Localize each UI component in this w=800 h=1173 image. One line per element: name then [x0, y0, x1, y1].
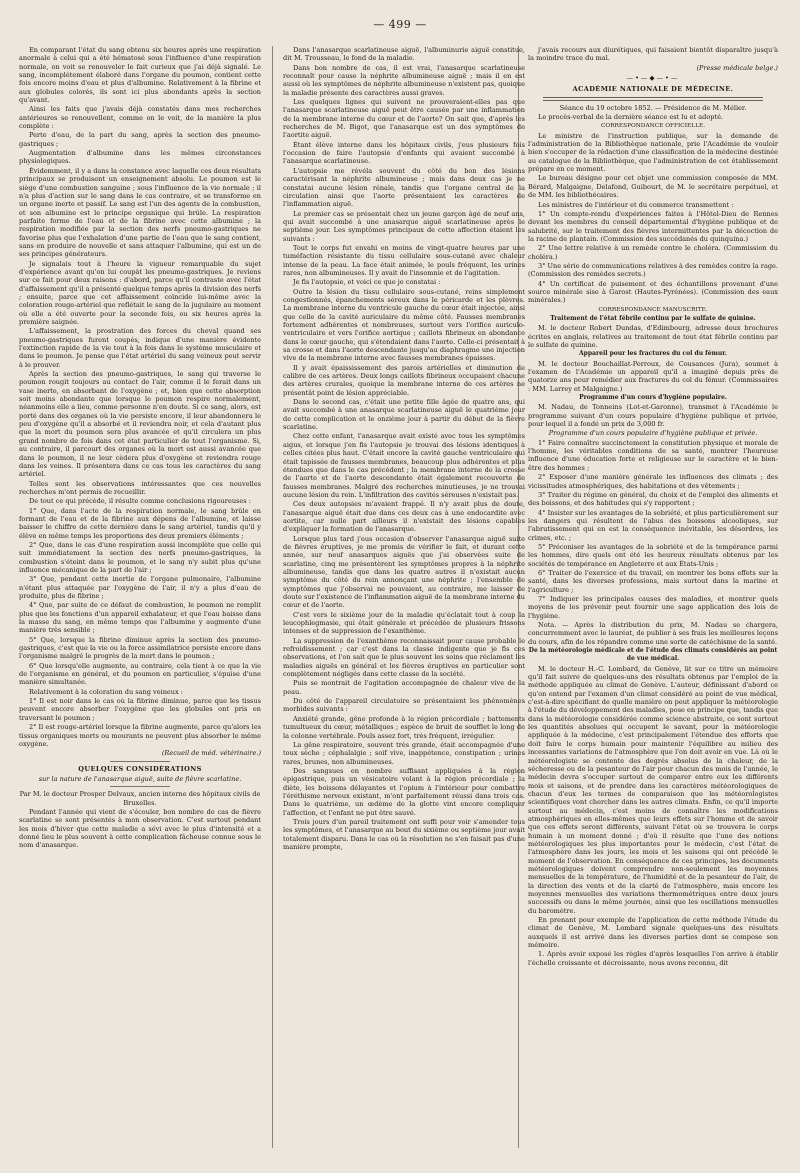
column-1-paragraphs: [19, 46, 261, 748]
paragraph: La gêne respiratoire, souvent très grande, était accompagnée d'une toux sèche ; céphalalgie ; soif vive, inappétence, constipation ; urines rares, brunes, non albumineuses.: [283, 740, 525, 766]
paragraph: Évidemment, il y a dans la constance avec laquelle ces deux résultats principaux se produisent un enseignement absolu. Le poumon est le siège d'une combustion sanguine ; sous l'influence de la vie normale ; il n'a plus d'action sur le sang dans le cas contraire, et se transforme en un organe inerte et passif. Le sang est l'un des agents de la combustion, et son albumine est le principe organique qui brûle. La respiration parfaite forme de l'eau et de la fibrine avec cette albumine ; la respiration modifiée par la section des nerfs pneumo-gastriques ne favorise plus que l'exhalation d'une partie de l'eau que le sang contient, sans en produire de nouvelle et sans attaquer l'albumine, qui est un de ses principes générateurs.: [19, 166, 261, 259]
paragraph: Je fis l'autopsie, et voici ce que je constatai :: [293, 278, 441, 287]
paragraph: 4° Insister sur les avantages de la sobriété, et plus particulièrement sur les dangers qui résultent de l'abus des boissons alcooliques, sur l'abrutissement qui en est la conséquence inévitable, les désordres, les crimes, etc. ;: [528, 508, 778, 542]
subsection-title: Appareil pour les fractures du col du fémur.: [579, 350, 727, 358]
paragraph: L'affaissement, la prostration des forces du cheval quand ses pneumo-gastriques furent coupés, indique d'une manière évidente l'extinction rapide de la vie tout à la fois dans le système musculaire et dans le poumon. Je pense que l'état artériel du sang veineux peut servir à le prouver.: [19, 327, 261, 369]
paragraph: Tout le corps fut envahi en moins de vingt-quatre heures par une tuméfaction résistante du tissu cellulaire sous-cutané avec chaleur intense de la peau. La face était animée, le pouls fréquent, les urines rares, non albumineuses. Il y avait de l'insomnie et de l'agitation.: [283, 243, 525, 277]
paragraph: Il y avait épaississement des parois artérielles et diminution de calibre de ces artères. Deux longs caillots fibrineux occupaient chacune des artères crurales, quoique la membrane interne de ces artères ne présentât point de lésion appréciable.: [283, 363, 525, 397]
paragraph: Le bureau désigne pour cet objet une commission composée de MM. Bérard, Malgaigne, Delafond, Guibourt, de M. le secrétaire perpétuel, et de MM. les bibliothécaires.: [528, 174, 778, 200]
paragraph: 3° Une série de communications relatives à des remèdes contre la rage. (Commission des remèdes secrets.): [528, 261, 778, 279]
paragraph: M. le docteur Bouchaillat-Perroux, de Cousances (Jura), soumet à l'examen de l'Académie un appareil qu'il a imaginé depuis près de quatorze ans pour remédier aux fractures du col du fémur. (Commissaires : MM. Larrey et Malgaigne.): [528, 359, 778, 393]
program-title: Programme d'un cours populaire d'hygiène publique et privée.: [548, 429, 758, 438]
paragraph: Ces deux autopsies m'avaient frappé. Il n'y avait plus de doute, l'anasarque aiguë était due dans ces deux cas à une endocardite avec aortite, car nulle part ailleurs il n'existait des lésions capables d'expliquer la formation de l'anasarque.: [283, 500, 525, 534]
paragraph: 1° Un compte-rendu d'expériences faites à l'Hôtel-Dieu de Rennes devant les membres du conseil départemental d'hygiène publique et de salubrité, sur le traitement des fièvres intermittentes par la décoction de la racine de plantain. (Commission des succédanés du quinquina.): [528, 209, 778, 243]
paragraph: Relativement à la coloration du sang veineux :: [29, 687, 184, 696]
paragraph: Des sangsues en nombre suffisant appliquées à la région épigastrique, puis un vésicatoire volant à la région précordiale ; la diète, les boissons délayantes et l'opium à l'intérieur pour combattre l'éréthisme nerveux existant, m'ont parfaitement réussi dans trois cas. Dans le quatrième, un œdème de la glotte vint encore compliquer l'affection, et l'enfant ne put être sauvé.: [283, 766, 525, 817]
paragraph: Ainsi les faits que j'avais déjà constatés dans mes recherches antérieures se renouvellent, comme on le voit, de la manière la plus complète :: [19, 105, 261, 131]
academy-heading: ACADÉMIE NATIONALE DE MÉDECINE.: [572, 85, 734, 94]
divider: [110, 761, 170, 762]
article-subheading: sur la nature de l'anasarque aiguë, suite de fièvre scarlatine.: [38, 774, 242, 783]
paragraph: M. le docteur Robert Dundas, d'Edimbourg, adresse deux brochures écrites en anglais, relatives au traitement de tout état fébrile continu par le sulfate de quinine.: [528, 324, 778, 349]
paragraph: 3° Traiter du régime en général, du choix et de l'emploi des aliments et des boissons, et des habitudes qui s'y rapportent ;: [528, 490, 778, 508]
divider: [110, 786, 170, 787]
paragraph: C'est vers le sixième jour de la maladie qu'éclatait tout à coup la leucophlegmasie, qui était générale et précédée de plusieurs frissons intenses et de suppression de l'exanthème.: [283, 610, 525, 636]
paragraph: Du côté de l'appareil circulatoire se présentaient les phénomènes morbides suivants :: [283, 697, 525, 714]
paragraph: Dans bon nombre de cas, il est vrai, l'anasarque scarlatineuse reconnaît pour cause la néphrite albumineuse aiguë ; mais il en est aussi où les symptômes de néphrite albumineuse n'existent pas, quoique la maladie présente des caractères aussi graves.: [283, 63, 525, 97]
paragraph: 2° Que, dans le cas d'une respiration aussi incomplète que celle qui suit immédiatement la section des nerfs pneumo-gastriques, la combustion s'éteint dans le poumon, et le sang n'y subit plus qu'une influence mécanique de la part de l'air ;: [19, 540, 261, 574]
article-author: Par M. le docteur Prosper Delvaux, ancien interne des hôpitaux civils de Bruxelles.: [19, 790, 261, 807]
paragraph: Dans le second cas, c'était une petite fille âgée de quatre ans, qui avait succombé à une anasarque scarlatineuse aiguë le quatrième jour de cette complication et le onzième jour à partir du début de la fièvre scarlatine.: [283, 398, 525, 432]
column-2: [283, 46, 525, 1154]
paragraph: Le ministre de l'instruction publique, sur la demande de l'administration de la Bibliothèque nationale, prie l'Académie de vouloir bien s'occuper de la rédaction d'une classification de la médecine destinée au catalogue de la Bibliothèque, que l'administration de cet établissement prépare en ce moment.: [528, 131, 778, 174]
subsection-title: Traitement de l'état fébrile continu par le sulfate de quinine.: [550, 314, 756, 322]
column-divider: [272, 46, 273, 1148]
paragraph: Puis se montrait de l'agitation accompagnée de chaleur vive de la peau.: [283, 679, 525, 696]
paragraph: Anxiété grande, gêne profonde à la région précordiale ; battements tumultueux du cœur, métalliques ; espèce de bruit de soufflet le long de la colonne vertébrale. Pouls assez fort, très fréquent, irrégulier.: [283, 714, 525, 740]
subsection-title: De la météorologie médicale et de l'étude des climats considérés au point de vue médical.: [528, 647, 778, 663]
paragraph: 6° Traiter de l'exercice et du travail, en montrer les bons effets sur la santé, dans les diverses professions, mais surtout dans la marine et l'agriculture ;: [528, 568, 778, 594]
paragraph: Après la section des pneumo-gastriques, le sang qui traverse le poumon rougit toujours au contact de l'air, comme il le ferait dans un vase inerte, en absorbant de l'oxygène ; et, bien que cette absorption soit moins abondante que lorsque le poumon respire normalement, néanmoins elle a lieu, comme personne n'en doute. Si ce sang, alors, est porté dans des organes où la vie persiste encore, il leur abandonnera le peu d'oxygène qu'il a absorbé et il reviendra noir, et cela d'autant plus que la mort du poumon sera plus avancée et qu'il circulera un plus grand nombre de fois dans cet état particulier de tout l'organisme. Si, au contraire, il parcourt des organes où la mort est aussi avancée que dans le poumon, il ne leur cèdera plus d'oxygène et reviendra rouge dans les veines. Il présentera dans ce cas tous les caractères du sang artériel.: [19, 370, 261, 479]
paragraph: M. le docteur H.-C. Lombard, de Genève, lit sur ce titre un mémoire qu'il fait suivre de quelques-uns des résultats obtenus par l'emploi de la méthode appliquée au climat de Genève. L'auteur, définissant d'abord ce qu'on entend par l'examen d'un climat considéré au point de vue médical, c'est-à-dire spécifiant de quelle manière on peut appliquer la météorologie à l'étude du développement des maladies, pose en principe que, tandis que dans la météorologie considérée comme science abstraite, ce sont surtout les quantités absolues qui occupent le savant, pour la météorologie appliquée à la médecine, c'est principalement l'étendue des efforts que doit faire le corps humain pour maintenir l'équilibre au milieu des incessantes variations de l'atmosphère que l'on doit avoir en vue. Là où le météorologiste se contente des degrés absolus de la chaleur, de la sécheresse ou de la pesanteur de l'air pour chacun des mois de l'année, le médecin devra s'occuper surtout de comparer entre eux les différents mois et saisons, et de prendre dans les caractères météorologiques de chacun d'eux les termes de comparaison que les météorologistes scientifiques vont chercher dans les autres climats. Enfin, ce qu'il importe surtout au médecin, c'est moins de connaître les modifications atmosphériques en elles-mêmes que leurs effets sur l'homme et de savoir que ces effets seront différents, suivant l'état où se trouvera le corps humain à un moment donné ; d'où il résulte que l'une des notions météorologiques les plus importantes pour le médecin, c'est l'état de l'atmosphère dans les jours, les mois et les saisons qui ont précédé le moment de l'observation. En conséquence de ces principes, les documents météorologiques doivent comprendre non-seulement les moyennes mensuelles de la température, de l'humidité et de la pesanteur de l'air, de la direction des vents et de la clarté de l'atmosphère, mais encore les moyennes mensuelles des variations thermométriques entre deux jours successifs ou dans le même journée, ainsi que les oscillations mensuelles du baromètre.: [528, 664, 778, 915]
session-line: Séance du 19 octobre 1852. — Présidence de M. Mélier.: [559, 103, 747, 112]
paragraph: 4° Un certificat de puisement et des échantillons provenant d'une source minérale sise à Garost (Hautes-Pyrénées). (Commission des eaux minérales.): [528, 279, 778, 305]
paragraph: Nota. — Après la distribution du prix, M. Nadau se chargera, concurremment avec le lauréat, de publier à ses frais les meilleures leçons du cours, afin de les répandre comme une sorte de catéchisme de la santé.: [528, 621, 778, 646]
paragraph: Trois jours d'un pareil traitement ont suffi pour voir s'amender tous les symptômes, et l'anasarque au bout du sixième ou septième jour avait totalement disparu. Dans le cas où la résolution ne s'en faisait pas d'une manière prompte,: [283, 817, 525, 851]
paragraph: Telles sont les observations intéressantes que ces nouvelles recherches m'ont permis de recueillir.: [19, 479, 261, 496]
paragraph: 1° Il est noir dans le cas où la fibrine diminue, parce que les tissus peuvent encore absorber l'oxygène que les globules ont pris en traversant le poumon ;: [19, 697, 261, 722]
paragraph: 2° Exposer d'une manière générale les influences des climats ; des vicissitudes atmosphériques, des habitations et des vêtements ;: [528, 473, 778, 490]
paragraph: 1. Après avoir exposé les règles d'après lesquelles l'on arrive à établir l'échelle croissante et décroissante, nous avons reconnu, dit: [528, 950, 778, 967]
paragraph: 5° Préconiser les avantages de la sobriété et de la tempérance parmi les hommes, dire quels ont été les heureux résultats obtenus par les sociétés de tempérance en Angleterre et aux États-Unis ;: [528, 542, 778, 568]
paragraph: Outre la lésion du tissu cellulaire sous-cutané, reins simplement congestionnés, épanchements séreux dans le péricarde et les plèvres. La membrane interne du ventricule gauche du cœur était injectée, ainsi que celle de la cavité auriculaire du même côté. Fausses membranes fortement adhérentes et nombreuses, surtout vers l'orifice auriculo-ventriculaire et vers l'orifice aortique ; caillots fibrineux en abondance dans le cœur gauche, qui s'étendaient dans l'aorte. Celle-ci présentait à sa crosse et dans l'aorte descendante jusqu'au diaphragme une injection vive de la membrane interne avec fausses membranes épaisses.: [283, 287, 525, 363]
official-correspondence: [528, 132, 778, 305]
paragraph: La suppression de l'exanthème reconnaissait pour cause probable le refroidissement ; car c'est dans la classe indigente que je fis ces observations, et l'on sait que le plus souvent les soins que réclament les maladies aiguës en général et les fièvres éruptives en particulier sont complètement négligés dans cette classe de la société.: [283, 636, 525, 679]
column-2-paragraphs: [283, 46, 525, 851]
subsection-title: Programme d'un cours d'hygiène populaire.: [579, 394, 727, 402]
section-title: CORRESPONDANCE OFFICIELLE.: [600, 123, 706, 130]
column-3: [528, 46, 778, 1154]
page-number: — 499 —: [373, 18, 427, 31]
paragraph: 1° Faire connaître succinctement la constitution physique et morale de l'homme, les véritables conditions de sa santé, montrer l'heureuse influence d'une éducation forte et religieuse sur le caractère et le bien-être des hommes ;: [528, 438, 778, 472]
paragraph: 5° Que, lorsque la fibrine diminue après la section des pneumo-gastriques, c'est que la vie ou la force assimilatrice persiste encore dans l'organisme malgré le progrès de la mort dans le poumon ;: [19, 635, 261, 661]
paragraph: 6° Que lorsqu'elle augmente, au contraire, cela tient à ce que la vie de l'organisme en général, et du poumon en particulier, s'épuise d'une manière simultanée.: [19, 661, 261, 687]
paragraph: Lorsque plus tard j'eus occasion d'observer l'anasarque aiguë suite de fièvres éruptives, je me promis de vérifier le fait, et durant cette année, sur neuf anasarques aiguës que j'ai observées suite de scarlatine, cinq me présentèrent les symptômes propres à la néphrite albumineuse, tandis que dans les quatre autres il n'existait aucun symptôme du côté du rein annonçant une néphrite ; l'ensemble de symptômes que j'observai ne pouvaient, au contraire, me laisser de doute sur l'existence de l'inflammation aiguë de la membrane interne du cœur et de l'aorte.: [283, 534, 525, 610]
paragraph: L'autopsie me révéla souvent du côté du bon des lésions caractérisant la néphrite albumineuse ; mais dans deux cas je ne constatai aucune lésion rénale, tandis que l'organe central de la circulation ainsi que l'aorte présentaient les caractères de l'inflammation aiguë.: [283, 166, 525, 209]
source-citation: (Presse médicale belge.): [696, 63, 778, 72]
paragraph: M. Nadau, de Tonneins (Lot-et-Garonne), transmet à l'Académie le programme suivant d'un cours populaire d'hygiène publique et privée, pour lequel il a fondé un prix de 3,000 fr.: [528, 403, 778, 429]
paragraph: De tout ce qui précède, il résulte comme conclusions rigoureuses :: [29, 497, 251, 506]
double-rule: [543, 97, 763, 101]
paragraph: Pendant l'année qui vient de s'écouler, bon nombre de cas de fièvre scarlatine se sont présentés à mon observation. C'est surtout pendant les mois d'hiver que cette maladie a sévi avec le plus d'intensité et a donné lieu le plus souvent à cette complication fâcheuse connue sous le nom d'anasarque.: [19, 807, 261, 850]
article-heading: QUELQUES CONSIDÉRATIONS: [78, 764, 202, 773]
paragraph: j'avais recours aux diurétiques, qui faisaient bientôt disparaître jusqu'à la moindre trace du mal.: [528, 46, 778, 63]
paragraph: 2° Il est rouge-artériel lorsque la fibrine augmente, parce qu'alors les tissus organiques morts ou mourants ne peuvent plus absorber le même oxygène.: [19, 723, 261, 748]
section-title: CORRESPONDANCE MANUSCRITE.: [598, 306, 708, 313]
paragraph: En comparant l'état du sang obtenu six heures après une respiration anormale à celui qui a été hématosé sous l'influence d'une respiration normale, on voit se renouveler le fait curieux que j'ai déjà signalé. Le sang, incomplétement élaboré dans l'organe du poumon, contient cette fois encore moins d'eau et plus d'albumine. Relativement à la fibrine et aux globules colorés, ils sont ici plus abondants après la section qu'avant.: [19, 46, 261, 105]
paragraph: Dans l'anasarque scarlatineuse aiguë, l'albuminurie aiguë constitue, dit M. Trousseau, le fond de la maladie.: [283, 46, 525, 63]
paragraph: En prenant pour exemple de l'application de cette méthode l'étude du climat de Genève, M. Lombard signale quelques-uns des résultats auxquels il est arrivé dans les diverses parties dont se compose son mémoire.: [528, 916, 778, 950]
paragraph: 4° Que, par suite de ce défaut de combustion, le poumon ne remplit plus que les fonctions d'un appareil exhalateur, et que l'eau baisse dans la masse du sang, en même temps que l'albumine y augmente d'une manière très sensible ;: [19, 601, 261, 635]
column-3-top: [528, 46, 778, 63]
meteorology-paragraphs: [528, 665, 778, 967]
paragraph: Étant élève interne dans les hôpitaux civils, j'eus plusieurs fois l'occasion de faire l'autopsie d'enfants qui avaient succombé à l'anasarque scarlatineuse.: [283, 140, 525, 166]
source-citation: (Recueil de méd. vétérinaire.): [161, 749, 261, 758]
paragraph: Augmentation d'albumine dans les mêmes circonstances physiologiques.: [19, 149, 261, 166]
paragraph: Les ministres de l'intérieur et du commerce transmettent :: [538, 200, 734, 209]
paragraph: Je signalais tout à l'heure la vigueur remarquable du sujet d'expérience avant qu'on lui coupât les pneumo-gastriques. Je reviens sur ce fait pour deux raisons : d'abord, parce qu'il contraste avec l'état d'affaissement qu'il a présenté quelque temps après la division des nerfs ; ensuite, parce que cet affaissement coïncide lui-même avec la coloration rouge-artériel que reflétait le sang de la jugulaire au moment où elle a été ouverte pour la seconde fois, ou six heures après la première saignée.: [19, 259, 261, 326]
paragraph: Le premier cas se présentait chez un jeune garçon âgé de neuf ans, qui avait succombé à une anasarque aiguë scarlatineuse après le septième jour. Les symptômes principaux de cette affection étaient les suivants :: [283, 209, 525, 243]
paragraph: 3° Que, pendant cette inertie de l'organe pulmonaire, l'albumine n'étant plus attaquée par l'oxygène de l'air, il n'y a plus d'eau de produite, plus de fibrine ;: [19, 575, 261, 600]
paragraph: 7° Indiquer les principales causes des maladies, et montrer quels moyens de les prévenir peut fournir une sage application des lois de l'hygiène.: [528, 594, 778, 620]
minutes-line: Le procès-verbal de la dernière séance est lu et adopté.: [538, 113, 724, 122]
column-1-tail: [19, 808, 261, 850]
program-items: [528, 439, 778, 646]
paragraph: 1° Que, dans l'acte de la respiration normale, le sang brûle en formant de l'eau et de la fibrine aux dépens de l'albumine, et laisse baisser le chiffre de cette dernière dans le sang artériel, tandis qu'il y élève en même temps les proportions des deux premiers éléments ;: [19, 506, 261, 540]
ornament-divider: —•—◆—•—: [626, 74, 680, 83]
paragraph: Perte d'eau, de la part du sang, après la section des pneumo-gastriques ;: [19, 131, 261, 148]
paragraph: Chez cette enfant, l'anasarque avait existé avec tous les symptômes aigus, et lorsque j'en fis l'autopsie je trouvai des lésions identiques à celles citées plus haut. C'était encore la cavité gauche ventriculaire qui était tapissée de fausses membranes, beaucoup plus adhérentes et plus étendues que dans le cas précédent ; la membrane interne de la crosse de l'aorte et de l'aorte descendante était également recouverte de fausses membranes. Malgré des recherches minutieuses, je ne trouvai aucune lésion du rein. L'infiltration des cavités séreuses n'existait pas.: [283, 432, 525, 499]
paragraph: 2° Une lettre relative à un remède contre le choléra. (Commission du choléra.): [528, 244, 778, 261]
paragraph: Les quelques lignes qui suivent ne prouveraient-elles pas que l'anasarque scarlatineuse aiguë peut être causée par une inflammation de la membrane interne du cœur et de l'aorte? On sait que, d'après les recherches de M. Bigot, que l'anasarque est un des symptômes de l'aortite aiguë.: [283, 98, 525, 140]
column-1: [19, 46, 261, 1154]
